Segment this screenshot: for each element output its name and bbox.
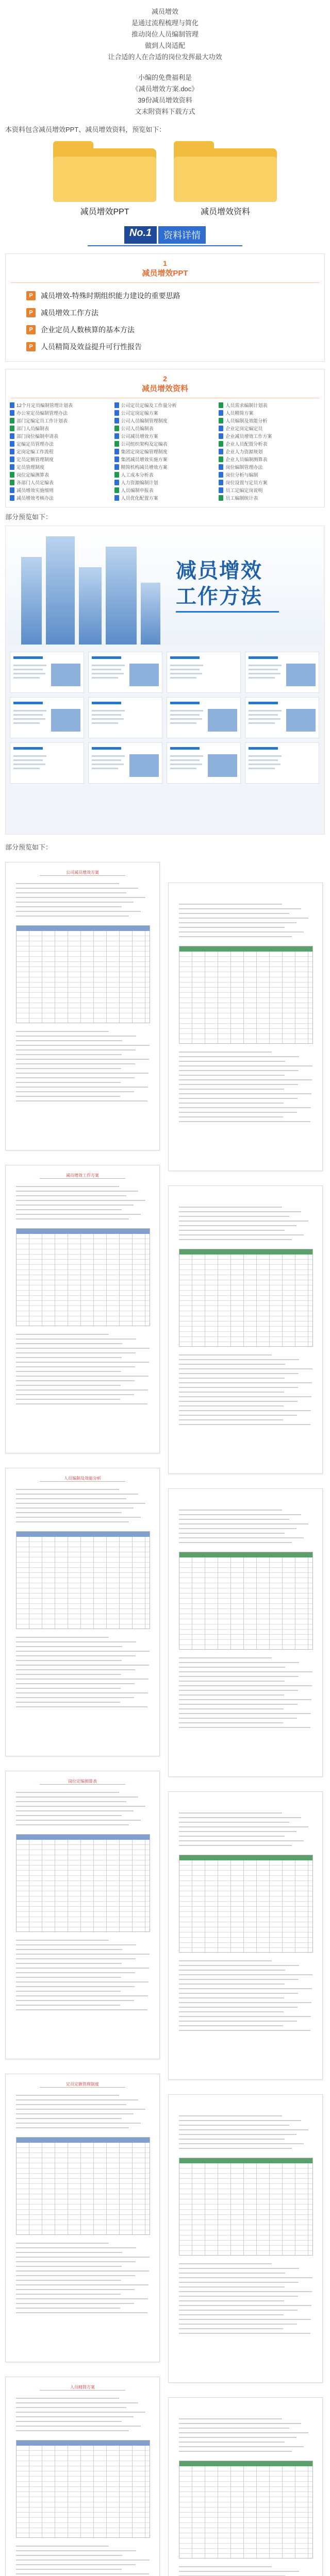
word-file-icon	[114, 402, 119, 408]
file-item-label: 岗位定编测算表	[16, 472, 50, 478]
excel-file-icon	[219, 418, 223, 423]
file-item-label: 人力资源编制计划	[121, 480, 158, 485]
section-badge	[0, 226, 330, 244]
excel-file-icon	[10, 480, 14, 485]
file-item[interactable]	[114, 494, 216, 502]
file-item[interactable]	[114, 479, 216, 486]
word-file-icon	[10, 433, 14, 439]
ppt-file-icon: P	[26, 291, 36, 300]
file-item[interactable]	[219, 455, 320, 463]
word-file-icon	[219, 410, 223, 416]
file-item[interactable]	[114, 425, 216, 432]
file-item-label: 定编定员管理办法	[16, 442, 54, 447]
file-item[interactable]	[219, 494, 320, 502]
excel-file-icon	[219, 456, 223, 462]
word-file-icon	[114, 433, 119, 439]
file-item-label: 12个月定员编制管理计划表	[16, 403, 73, 408]
word-file-icon	[114, 449, 119, 454]
folder-row	[0, 141, 330, 217]
excel-file-icon	[219, 441, 223, 447]
ppt-cover-slide	[6, 526, 323, 645]
file-item[interactable]	[219, 463, 320, 471]
file-item[interactable]	[219, 425, 320, 432]
badge-text: 资料详情	[157, 226, 206, 244]
slide-thumbnail	[10, 697, 84, 738]
file-item[interactable]	[10, 486, 111, 494]
word-file-icon	[114, 456, 119, 462]
document-page-preview	[168, 883, 323, 1171]
file-item-label: 企业人员编制测算表	[225, 457, 268, 462]
excel-file-icon	[10, 472, 14, 478]
list-item-label: 减员增效-特殊时期组织能力建设的重要思路	[41, 291, 180, 300]
file-item-label: 人员需求编制计划表	[225, 403, 268, 408]
file-item-label: 企业人力资源规划	[225, 449, 263, 454]
document-title: 公司减员增效方案	[40, 870, 126, 876]
file-item[interactable]	[219, 417, 320, 425]
file-item-label: 岗位编制管理办法	[225, 465, 263, 470]
file-item-label: 岗位设置与定员方案	[225, 480, 268, 485]
file-item-label: 人员精简方案	[225, 411, 254, 416]
file-item-label: 定员定额管理制度	[16, 457, 54, 462]
file-item[interactable]	[114, 455, 216, 463]
file-item[interactable]	[114, 463, 216, 471]
folder-icon	[53, 141, 156, 202]
slide-thumbnail	[245, 697, 319, 738]
file-item[interactable]	[114, 432, 216, 440]
list-item-label: 减员增效工作方法	[41, 308, 98, 317]
file-item-label: 办公室定员编制管理办法	[16, 411, 68, 416]
file-item[interactable]	[10, 448, 111, 455]
file-item[interactable]	[10, 425, 111, 432]
slide-thumbnail	[10, 652, 84, 693]
ppt-file-icon: P	[26, 308, 36, 317]
ppt-cover-title: 减员增效 工作方法	[176, 560, 262, 608]
file-item-label: 部门岗位编制申请表	[16, 434, 59, 439]
excel-file-icon	[10, 426, 14, 431]
intro-line: 39份减员增效资料	[138, 96, 192, 104]
file-item[interactable]	[219, 440, 320, 448]
word-file-icon	[10, 456, 14, 462]
document-title: 定员定额管理制度	[40, 2081, 126, 2088]
intro-line: 减员增效	[151, 8, 178, 15]
word-file-icon	[114, 410, 119, 416]
word-file-icon	[219, 487, 223, 493]
slide-thumbnail	[245, 652, 319, 693]
word-file-icon	[10, 441, 14, 447]
file-item-label: 人员编制申报表	[121, 488, 154, 493]
file-item[interactable]	[114, 401, 216, 409]
ppt-preview	[5, 526, 325, 835]
file-item[interactable]	[10, 417, 111, 425]
slide-thumbnail	[167, 742, 241, 784]
intro-line: 小编的免费福利是	[138, 74, 192, 81]
ppt-file-icon: P	[26, 342, 36, 351]
folder-label: 减员增效资料	[200, 208, 250, 216]
word-file-icon	[10, 487, 14, 493]
file-item-label: 公司定员定编及工作量分析	[121, 403, 177, 408]
word-file-icon	[10, 495, 14, 501]
summary-text: 本资料包含减员增效PPT、减员增效资料，预览如下：	[5, 126, 166, 133]
list-item[interactable]	[26, 304, 324, 321]
file-item[interactable]	[10, 471, 111, 479]
excel-file-icon	[114, 472, 119, 478]
file-item[interactable]	[219, 401, 320, 409]
intro-line: 推动岗位人员编制管理	[131, 30, 199, 38]
excel-file-icon	[114, 441, 119, 447]
preview-label: 部分预览如下：	[5, 513, 53, 521]
word-file-icon	[114, 495, 119, 501]
file-item[interactable]	[10, 455, 111, 463]
file-item-label: 员工编制统计表	[225, 496, 258, 501]
document-title: 减员增效工作方案	[40, 1173, 126, 1179]
word-file-icon	[114, 480, 119, 485]
file-item-label: 部门人员编制表	[16, 426, 50, 431]
file-item[interactable]	[219, 432, 320, 440]
word-file-icon	[10, 449, 14, 454]
word-file-icon	[10, 410, 14, 416]
word-file-icon	[219, 472, 223, 478]
file-item-label: 员工定编定岗说明	[225, 488, 263, 493]
file-item[interactable]	[10, 409, 111, 417]
intro-block	[0, 0, 330, 117]
document-page-preview	[5, 862, 160, 1150]
document-page-preview	[168, 1791, 323, 2080]
word-file-icon	[10, 464, 14, 470]
document-page-preview	[168, 1185, 323, 1474]
document-page-preview	[5, 1165, 160, 1453]
file-item-label: 企业人员配置分析表	[225, 442, 268, 447]
document-previews	[5, 862, 325, 2576]
slide-thumbnail	[245, 742, 319, 784]
intro-line: 文末附资料下载方式	[135, 108, 195, 115]
file-item[interactable]	[114, 486, 216, 494]
section-docs	[5, 369, 325, 507]
file-item[interactable]	[114, 448, 216, 455]
slide-thumbnails	[10, 652, 319, 784]
intro-line: 《减员增效方案.doc》	[131, 85, 199, 93]
file-item[interactable]	[114, 417, 216, 425]
slide-thumbnail	[167, 652, 241, 693]
ppt-list	[6, 283, 324, 361]
document-title: 人员精简方案	[40, 2384, 126, 2391]
word-file-icon	[219, 426, 223, 431]
document-page-preview	[168, 1488, 323, 1777]
word-file-icon	[114, 418, 119, 423]
excel-file-icon	[219, 495, 223, 501]
document-page-preview	[5, 2377, 160, 2576]
document-title: 岗位定编测算表	[40, 1778, 126, 1785]
file-item-label: 人工成本分析表	[121, 472, 154, 478]
file-item-label: 公司人员编制管理制度	[121, 418, 168, 423]
excel-file-icon	[114, 426, 119, 431]
file-item-label: 集团减员增效实施方案	[121, 457, 168, 462]
file-item[interactable]	[219, 448, 320, 455]
file-grid	[6, 398, 324, 507]
slide-thumbnail	[88, 652, 162, 693]
document-page-preview	[5, 1771, 160, 2059]
excel-file-icon	[10, 418, 14, 423]
file-item-label: 定岗定编工作流程	[16, 449, 54, 454]
intro-line: 让合适的人在合适的岗位发挥最大功效	[108, 53, 222, 61]
slide-thumbnail	[10, 742, 84, 784]
excel-file-icon	[114, 487, 119, 493]
file-item-label: 公司减员增效方案	[121, 434, 158, 439]
excel-file-icon	[219, 402, 223, 408]
file-item[interactable]	[114, 409, 216, 417]
section-title: 减员增效资料	[141, 384, 188, 393]
file-item-label: 公司定岗定编方案	[121, 411, 158, 416]
file-item-label: 人员编制及效能分析	[225, 418, 268, 423]
folder-label: 减员增效PPT	[80, 208, 129, 216]
file-item[interactable]	[10, 494, 111, 502]
slide-thumbnail	[167, 697, 241, 738]
file-item-label: 人员优化配置方案	[121, 496, 158, 501]
document-title: 人员编制及效能分析	[40, 1476, 126, 1482]
file-item-label: 各部门人员定编表	[16, 480, 54, 485]
file-item[interactable]	[219, 486, 320, 494]
slide-thumbnail	[88, 742, 162, 784]
file-item[interactable]	[219, 479, 320, 486]
file-item-label: 企业减员增效工作方案	[225, 434, 272, 439]
folder-ppt[interactable]	[53, 141, 156, 217]
file-item[interactable]	[10, 432, 111, 440]
list-item[interactable]	[26, 338, 324, 355]
section-ppt	[5, 253, 325, 362]
slide-thumbnail	[88, 697, 162, 738]
list-item[interactable]	[26, 287, 324, 304]
folder-icon	[174, 141, 277, 202]
badge-number: No.1	[124, 226, 157, 244]
file-item-label: 企业定岗定编定员	[225, 426, 263, 431]
file-item[interactable]	[219, 409, 320, 417]
word-file-icon	[219, 480, 223, 485]
file-item-label: 公司组织架构及定编表	[121, 442, 168, 447]
file-item-label: 定员管理制度	[16, 465, 45, 470]
folder-docs[interactable]	[174, 141, 277, 217]
intro-line: 做到人岗适配	[144, 42, 185, 49]
file-item[interactable]	[10, 440, 111, 448]
section-title: 减员增效PPT	[142, 269, 188, 278]
word-file-icon	[219, 464, 223, 470]
file-item-label: 集团定岗定编管理制度	[121, 449, 168, 454]
document-page-preview	[168, 2397, 323, 2576]
file-item[interactable]	[219, 471, 320, 479]
file-item-label: 部门定编定员工作计划表	[16, 418, 68, 423]
section-number: 1	[163, 259, 167, 267]
document-page-preview	[168, 2094, 323, 2383]
file-item-label: 减员增效考核办法	[16, 496, 54, 501]
file-item[interactable]	[114, 440, 216, 448]
list-item-label: 企业定员人数核算的基本方法	[41, 325, 135, 334]
file-item[interactable]	[10, 463, 111, 471]
file-item[interactable]	[114, 471, 216, 479]
section-number: 2	[163, 375, 167, 383]
file-item-label: 岗位分析与编制	[225, 472, 258, 478]
list-item-label: 人员精简及效益提升可行性报告	[41, 342, 142, 351]
ppt-file-icon: P	[26, 325, 36, 334]
file-item-label: 公司人员编制表	[121, 426, 154, 431]
word-file-icon	[114, 464, 119, 470]
intro-line: 是通过流程梳理与简化	[131, 19, 199, 27]
document-page-preview	[5, 1468, 160, 1756]
word-file-icon	[10, 402, 14, 408]
word-file-icon	[219, 433, 223, 439]
file-item-label: 精简机构减员增效方案	[121, 465, 168, 470]
list-item[interactable]	[26, 321, 324, 338]
file-item[interactable]	[10, 479, 111, 486]
document-page-preview	[5, 2074, 160, 2362]
file-item-label: 减员增效实施细则	[16, 488, 54, 493]
word-file-icon	[219, 449, 223, 454]
file-item[interactable]	[10, 401, 111, 409]
preview-label: 部分预览如下：	[5, 843, 53, 851]
